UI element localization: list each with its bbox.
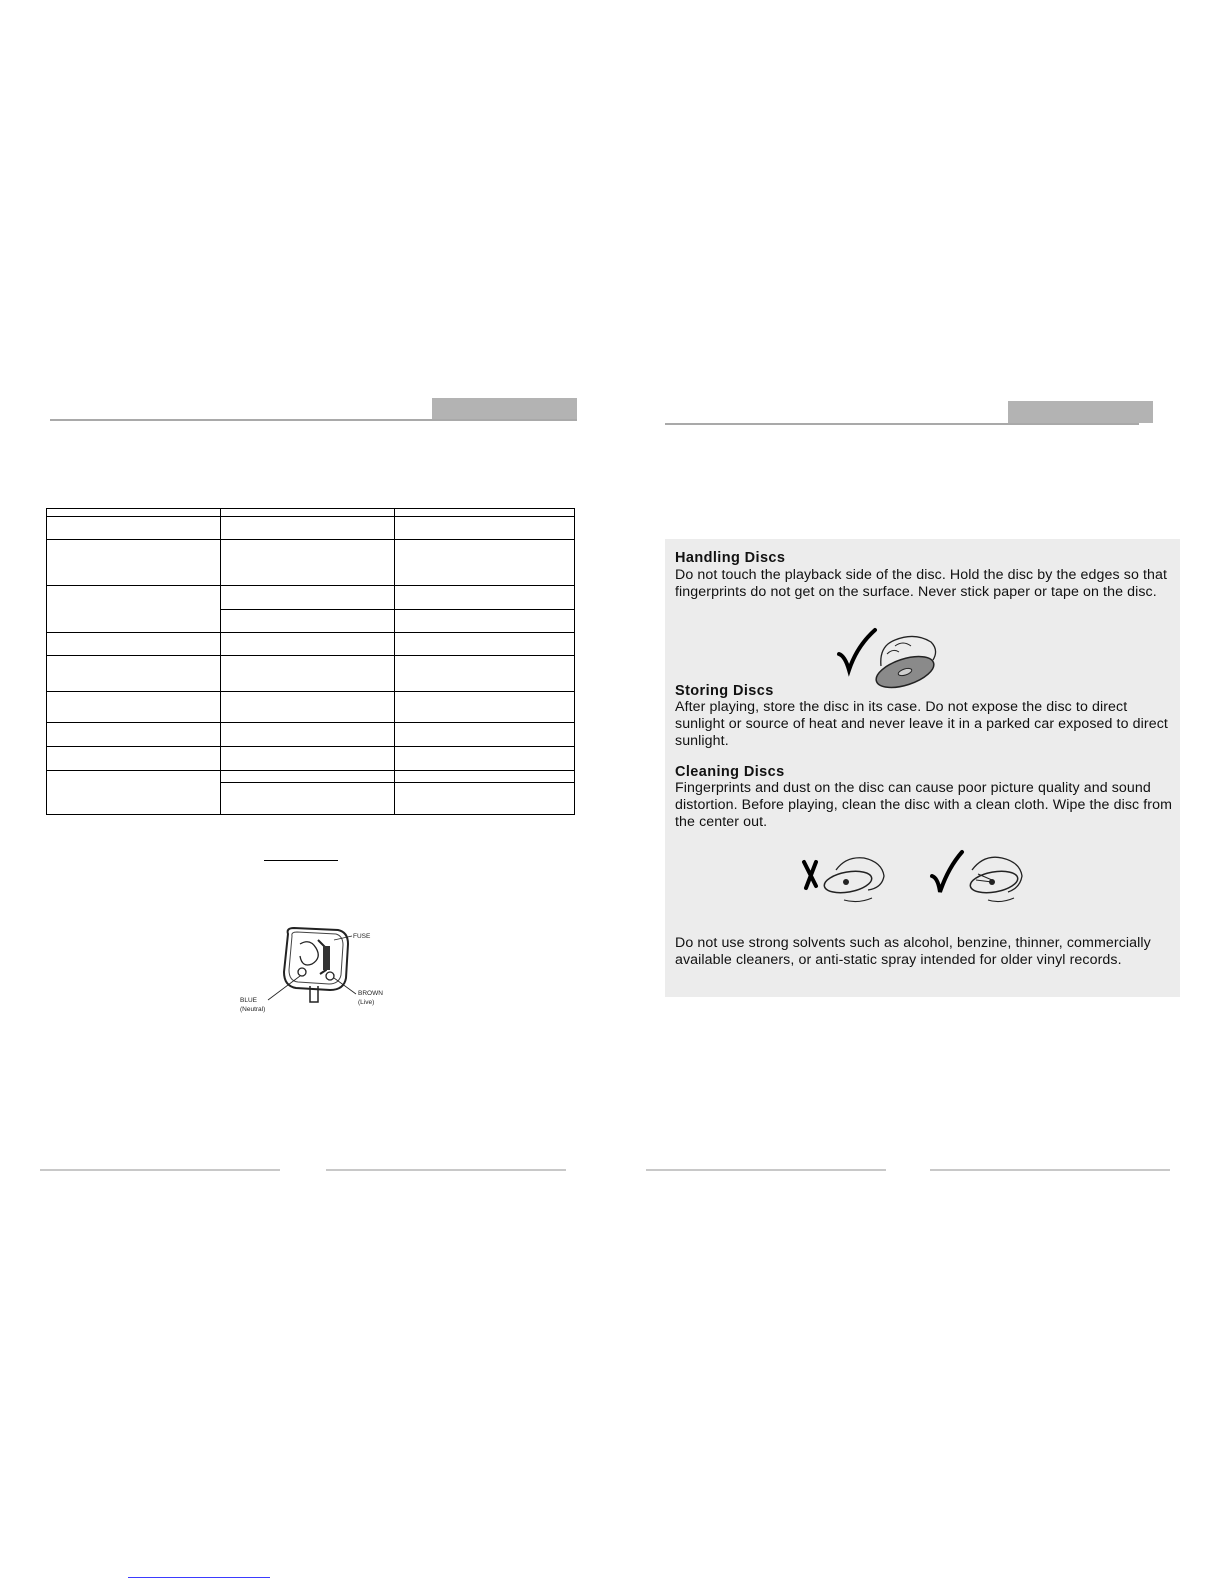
blue-wire-sublabel: (Neutral) — [240, 1006, 266, 1013]
storing-discs-title: Storing Discs — [675, 683, 774, 699]
section-heading-underline — [264, 860, 338, 861]
check-mark-icon — [839, 630, 875, 670]
solvents-warning-text: Do not use strong solvents such as alcohol, benzine, thinner, commercially available cleaners, or anti-static spray intended for older vinyl records. — [675, 935, 1151, 968]
left-footer-rule-2 — [326, 1169, 566, 1171]
right-footer-rule-2 — [930, 1169, 1170, 1171]
disc-wipe-correct-illustration — [928, 846, 1028, 908]
fuse-label: FUSE — [353, 933, 371, 940]
left-header-box — [432, 398, 577, 420]
storing-discs-text: After playing, store the disc in its case. Do not expose the disc to direct sunlight or source of heat and never leave it in a parked car exposed to direct sunlight. — [675, 699, 1168, 749]
handling-discs-title: Handling Discs — [675, 550, 786, 566]
left-header-rule — [50, 419, 577, 421]
cleaning-discs-title: Cleaning Discs — [675, 764, 785, 780]
bottom-link-underline[interactable] — [128, 1577, 270, 1578]
disc-wipe-wrong-illustration — [798, 846, 893, 908]
blue-wire-label: BLUE — [240, 997, 257, 1004]
right-footer-rule-1 — [646, 1169, 886, 1171]
cleaning-discs-text: Fingerprints and dust on the disc can cause poor picture quality and sound distortion. Before playing, clean the disc with a clean cloth. Wipe the disc from the center out. — [675, 780, 1173, 830]
left-footer-rule-1 — [40, 1169, 280, 1171]
right-header-box — [1008, 401, 1153, 423]
disc-hold-illustration — [835, 626, 945, 690]
brown-wire-sublabel: (Live) — [358, 999, 375, 1006]
check-mark-icon — [932, 852, 962, 892]
right-header-rule — [665, 423, 1139, 425]
cross-mark-icon — [804, 862, 816, 888]
handling-discs-text: Do not touch the playback side of the disc. Hold the disc by the edges so that fingerprints do not get on the surface. Never stick paper or tape on the disc. — [675, 567, 1168, 600]
brown-wire-label: BROWN — [358, 990, 383, 997]
troubleshooting-table — [46, 508, 575, 815]
